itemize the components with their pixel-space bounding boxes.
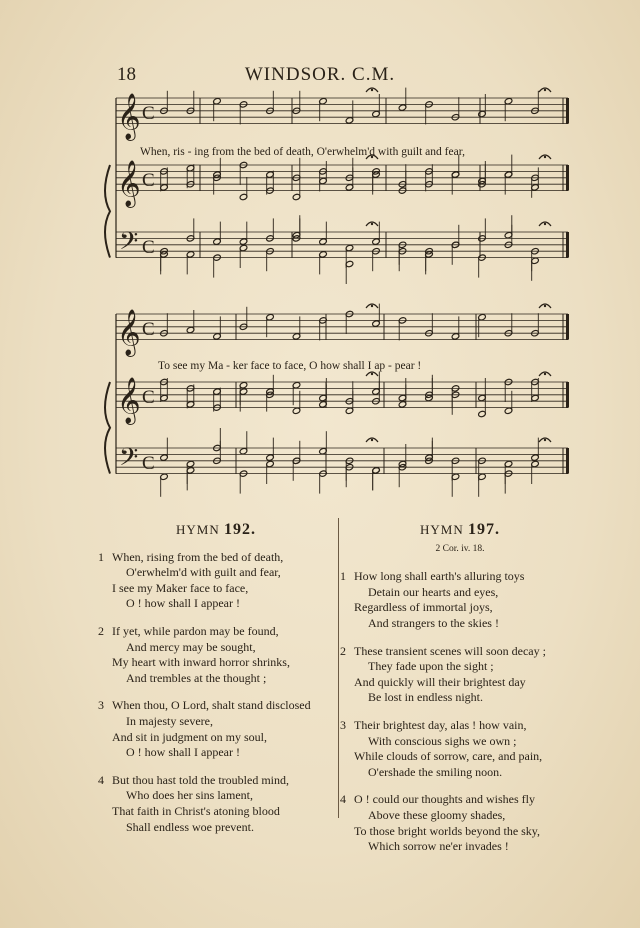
hymn-197-line [340, 600, 580, 616]
hymn-197-line [340, 690, 580, 706]
verse-text: I see my Maker face to face, [112, 580, 249, 595]
stanza-number: 1 [98, 549, 104, 564]
hymn-197-stanza [340, 569, 580, 631]
stanza-number: 4 [98, 772, 104, 787]
verse-text: With conscious sighs we own ; [368, 733, 517, 748]
verse-text: To those bright worlds beyond the sky, [354, 823, 541, 838]
hymn-197-line [340, 616, 580, 632]
verse-text: These transient scenes will soon decay ; [354, 643, 546, 658]
verse-text: O ! how shall I appear ! [126, 745, 240, 760]
hymn-192-line [98, 596, 334, 612]
verse-text: Detain our hearts and eyes, [368, 584, 499, 599]
verse-text: And sit in judgment on my soul, [112, 729, 268, 744]
column-divider [338, 518, 339, 818]
verse-text: They fade upon the sight ; [368, 659, 494, 674]
bass-clef-icon: 𝄢 [119, 227, 139, 263]
hymn-192 [98, 522, 334, 835]
hymn-192-line [98, 788, 334, 804]
hymn-197-stanza [340, 718, 580, 780]
verse-text: And mercy may be sought, [126, 639, 256, 654]
stanza-number: 2 [340, 643, 346, 658]
hymn-192-stanza [98, 773, 334, 835]
hymn-197-line [340, 718, 580, 734]
tune-title: WINDSOR. C.M. [244, 64, 396, 85]
treble-clef-icon: 𝄞 [117, 93, 141, 140]
common-time-icon: C [142, 103, 155, 125]
verse-text: O'ershade the smiling noon. [368, 764, 503, 779]
hymn-192-line [98, 550, 334, 566]
common-time-icon: C [142, 319, 155, 341]
hymn-192-line [98, 730, 334, 746]
verse-text: Above these gloomy shades, [368, 807, 506, 822]
scripture-reference: 2 Cor. iv. 18. [435, 543, 485, 554]
treble-clef-icon: 𝄞 [117, 309, 141, 356]
stanza-number: 1 [340, 569, 346, 584]
hymn-192-stanza [98, 550, 334, 612]
hymn-192-line [98, 640, 334, 656]
hymn-197-line [340, 585, 580, 601]
page-number: 18 [117, 64, 136, 85]
verse-text: Shall endless woe prevent. [126, 819, 254, 834]
verse-text: O'erwhelm'd with guilt and fear, [126, 565, 281, 580]
verse-text: If yet, while pardon may be found, [112, 623, 279, 638]
hymn-197-line [340, 734, 580, 750]
hymn-197-line [340, 749, 580, 765]
verse-text: But thou hast told the troubled mind, [112, 772, 289, 787]
verse-text: Their brightest day, alas ! how vain, [354, 717, 527, 732]
hymn-192-line [98, 655, 334, 671]
common-time-icon: C [142, 453, 155, 475]
hymn-197-line [340, 839, 580, 855]
hymn-192-line [98, 624, 334, 640]
verse-text: And quickly will their brightest day [354, 674, 526, 689]
verse-text: Regardless of immortal joys, [354, 600, 493, 615]
hymn-192-line [98, 698, 334, 714]
hymn-197-line [340, 644, 580, 660]
hymn-197-stanza [340, 644, 580, 706]
brace-icon [105, 165, 110, 258]
verse-text: And strangers to the skies ! [368, 615, 499, 630]
verse-text: O ! how shall I appear ! [126, 596, 240, 611]
hymn-192-stanzas [98, 550, 334, 836]
verse-text: That faith in Christ's atoning blood [112, 803, 280, 818]
stanza-number: 3 [98, 698, 104, 713]
hymn-192-line [98, 671, 334, 687]
stanza-number: 3 [340, 717, 346, 732]
hymn-192-line [98, 820, 334, 836]
treble-clef-icon: 𝄞 [117, 377, 141, 424]
hymn-197-line [340, 792, 580, 808]
verse-text: While clouds of sorrow, care, and pain, [354, 749, 543, 764]
hymn-192-line [98, 714, 334, 730]
hymn-192-title: HYMN 192. [176, 521, 256, 538]
system1-lyrics: When, ris - ing from the bed of death, O'erwhelm'd with guilt and fear, [140, 146, 465, 158]
treble-clef-icon: 𝄞 [117, 160, 141, 207]
hymn-197-line [340, 808, 580, 824]
hymn-197-line [340, 675, 580, 691]
hymn-192-line [98, 804, 334, 820]
common-time-icon: C [142, 237, 155, 259]
hymn-197-line [340, 824, 580, 840]
verse-text: When, rising from the bed of death, [112, 549, 284, 564]
hymn-197-stanzas [340, 569, 580, 855]
verse-text: And trembles at the thought ; [126, 670, 267, 685]
hymn-192-line [98, 565, 334, 581]
stanza-number: 2 [98, 623, 104, 638]
hymn-197-line [340, 569, 580, 585]
hymn-197-line [340, 765, 580, 781]
verse-text: My heart with inward horror shrinks, [112, 655, 290, 670]
verse-text: In majesty severe, [126, 713, 213, 728]
common-time-icon: C [142, 387, 155, 409]
hymn-197-title: HYMN 197. [420, 521, 500, 538]
verse-text: Which sorrow ne'er invades ! [368, 839, 509, 854]
hymn-192-line [98, 745, 334, 761]
common-time-icon: C [142, 170, 155, 192]
hymn-197 [340, 522, 580, 855]
hymn-192-line [98, 773, 334, 789]
verse-text: Who does her sins lament, [126, 788, 253, 803]
hymn-192-stanza [98, 698, 334, 760]
brace-icon [105, 382, 110, 474]
hymn-192-stanza [98, 624, 334, 686]
system2-lyrics: To see my Ma - ker face to face, O how shall I ap - pear ! [158, 360, 422, 372]
verse-text: Be lost in endless night. [368, 690, 483, 705]
stanza-number: 4 [340, 792, 346, 807]
bass-clef-icon: 𝄢 [119, 443, 139, 479]
verse-text: When thou, O Lord, shalt stand disclosed [112, 698, 311, 713]
hymn-197-line [340, 659, 580, 675]
hymn-192-line [98, 581, 334, 597]
verse-text: O ! could our thoughts and wishes fly [354, 792, 535, 807]
verse-text: How long shall earth's alluring toys [354, 569, 525, 584]
hymn-197-stanza [340, 792, 580, 854]
